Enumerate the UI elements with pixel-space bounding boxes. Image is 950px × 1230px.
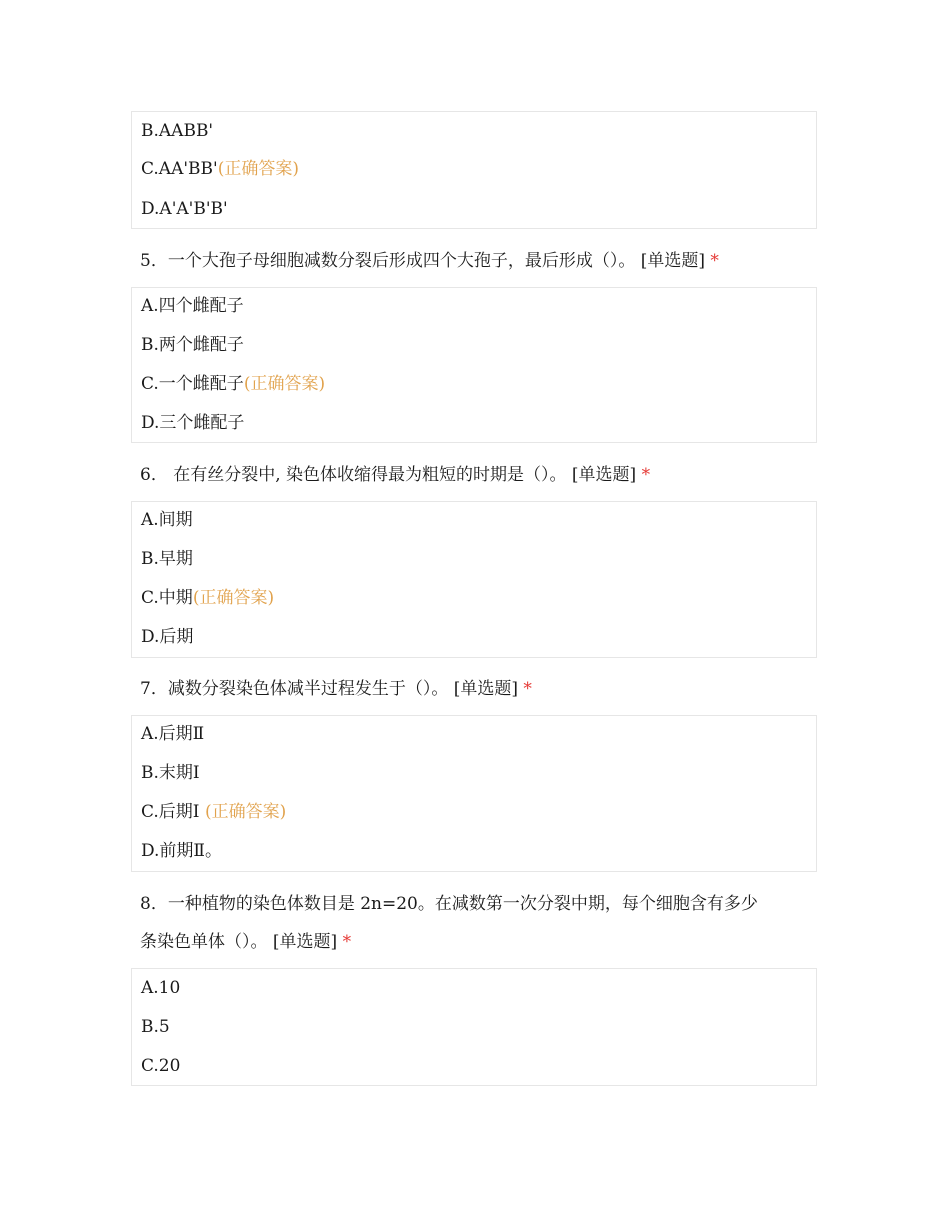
correct-answer-tag: (正确答案) xyxy=(204,802,287,822)
option-q7-c[interactable] xyxy=(141,801,286,823)
question-text: 5．一个大孢子母细胞减数分裂后形成四个大孢子，最后形成（）。 [单选题] xyxy=(140,251,705,271)
required-mark: * xyxy=(641,465,651,485)
option-q6-a[interactable]: A.间期 xyxy=(141,510,193,530)
question-text-line-1: 8．一种植物的染色体数目是 2n=20。在减数第一次分裂中期，每个细胞含有多少 xyxy=(140,894,758,914)
option-q7-a[interactable]: A.后期Ⅱ xyxy=(141,724,205,744)
question-7 xyxy=(140,670,810,708)
option-label: C.中期 xyxy=(141,588,193,608)
options-box-q7 xyxy=(131,715,817,872)
question-text-line-2: 条染色单体（）。 [单选题] xyxy=(140,932,338,952)
question-text: 7．减数分裂染色体减半过程发生于（）。 [单选题] xyxy=(140,679,518,699)
option-q8-b[interactable]: B.5 xyxy=(141,1017,170,1037)
option-q7-b[interactable]: B.末期Ⅰ xyxy=(141,763,200,783)
option-q5-c[interactable] xyxy=(141,373,325,395)
option-q4-c[interactable] xyxy=(141,158,299,180)
required-mark: * xyxy=(523,679,532,699)
option-q5-b[interactable]: B.两个雌配子 xyxy=(141,335,244,355)
option-label: C.AA'BB' xyxy=(141,159,218,179)
required-mark: * xyxy=(342,932,352,952)
option-q6-c[interactable] xyxy=(141,587,274,609)
correct-answer-tag: (正确答案) xyxy=(217,159,299,179)
option-q4-b[interactable]: B.AABB' xyxy=(141,121,214,141)
option-q7-d[interactable]: D.前期Ⅱ。 xyxy=(141,841,222,861)
question-8 xyxy=(140,885,810,961)
option-q8-a[interactable]: A.10 xyxy=(141,978,181,998)
option-q5-a[interactable]: A.四个雌配子 xyxy=(141,296,244,316)
question-text: 6． 在有丝分裂中, 染色体收缩得最为粗短的时期是（）。 [单选题] xyxy=(140,465,637,485)
option-q5-d[interactable]: D.三个雌配子 xyxy=(141,413,245,433)
correct-answer-tag: (正确答案) xyxy=(192,588,275,608)
option-label: C.一个雌配子 xyxy=(141,374,244,394)
option-label: C.后期Ⅰ xyxy=(141,802,200,822)
option-q6-d[interactable]: D.后期 xyxy=(141,627,194,647)
correct-answer-tag: (正确答案) xyxy=(243,374,326,394)
required-mark: * xyxy=(710,251,719,271)
options-box-q4 xyxy=(131,111,817,229)
option-q8-c[interactable]: C.20 xyxy=(141,1056,181,1076)
option-q4-d[interactable]: D.A'A'B'B' xyxy=(141,199,228,219)
options-box-q8 xyxy=(131,968,817,1086)
question-6 xyxy=(140,456,810,494)
options-box-q5 xyxy=(131,287,817,443)
option-q6-b[interactable]: B.早期 xyxy=(141,549,193,569)
options-box-q6 xyxy=(131,501,817,658)
question-5 xyxy=(140,242,810,280)
